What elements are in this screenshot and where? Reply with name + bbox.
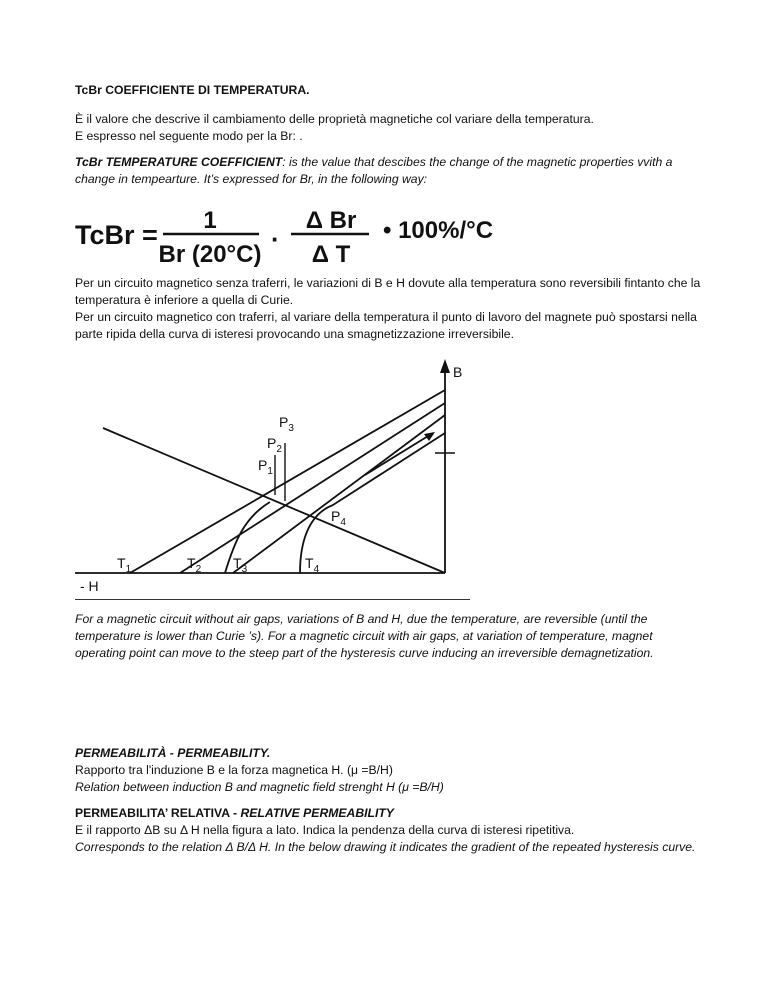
shift-arrow [365,433,433,475]
relative-title-it: PERMEABILITA’ RELATIVA - [75,806,241,820]
label-p2: $P_2$ [267,435,282,455]
para-reversibility-it-2: Per un circuito magnetico con traferri, al variare della temperatura il punto di lavoro del magnete può spostarsi nella parte ripida della curva di isteresi provocando una smagnetizzazione irreversibile. [75,310,697,341]
hysteresis-temperature-diagram [75,355,475,595]
para-reversibility-it-1: Per un circuito magnetico senza traferri, le variazioni di B e H dovute alla temperatura sono reversibili fintanto che la temperatura è inferiore a quella di Curie. [75,276,701,307]
relative-permeability-title [75,805,705,822]
relative-title-en: RELATIVE PERMEABILITY [240,806,394,820]
figure-divider [75,599,470,600]
label-t3: $T_3$ [233,555,248,575]
section-title-tcbr: TcBr COEFFICIENTE DI TEMPERATURA. [75,83,310,97]
formula-dot: · [271,224,280,254]
relative-permeability-it: E il rapporto ΔB su Δ H nella figura a lato. Indica la pendenza della curva di isteresi ripetitiva. [75,823,575,837]
relative-permeability-en: Corresponds to the relation Δ B/Δ H. In the below drawing it indicates the gradient of the repeated hysteresis curve. [75,840,696,854]
tcbr-formula [75,200,515,270]
formula-denominator-1: Br (20°C) [158,241,262,268]
label-minus-h: - H [80,578,99,594]
curve-t4 [300,433,445,573]
label-t2: $T_2$ [187,555,202,575]
tcbr-description-en [75,154,705,188]
tcbr-description-it-2: E espresso nel seguente modo per la Br: . [75,129,303,143]
permeability-title: PERMEABILITÀ - PERMEABILITY. [75,746,271,760]
tcbr-en-text: : is the value that descibes the change of the magnetic properties vvith a change in tempearture. It’s expressed for Br, in the following way: [75,155,673,186]
formula-rhs: • 100%/°C [383,217,494,244]
tcbr-en-heading: TcBr TEMPERATURE COEFFICIENT [75,155,283,169]
formula-lhs: TcBr = [75,220,158,250]
para-reversibility-en: For a magnetic circuit without air gaps, variations of B and H, due the temperature, are reversible (until the temperature is lower than Curie ’s). For a magnetic circuit with air gaps, at variation of temperature, magnet operating point can move to the steep part of the hysteresis curve inducing an irreversible demagnetization. [75,612,654,660]
tcbr-description-it-1: È il valore che descrive il cambiamento delle proprietà magnetiche col variare della temperatura. [75,112,594,126]
label-p3: $P_3$ [279,414,294,434]
formula-denominator-2: Δ T [311,241,351,268]
permeability-it: Rapporto tra l'induzione B e la forza magnetica H. (μ =B/H) [75,763,393,777]
curve-t2-line [180,403,445,573]
formula-numerator-2: Δ Br [305,207,357,234]
label-p4: $P_4$ [331,508,346,528]
label-b: B [453,364,463,380]
permeability-en: Relation between induction B and magnetic field strenght H (μ =B/H) [75,780,444,794]
b-axis-arrowhead [440,359,450,373]
label-t1: $T_1$ [117,555,132,575]
label-p1: $P_1$ [258,457,273,477]
formula-numerator-1: 1 [203,207,217,234]
label-t4: $T_4$ [305,555,320,575]
